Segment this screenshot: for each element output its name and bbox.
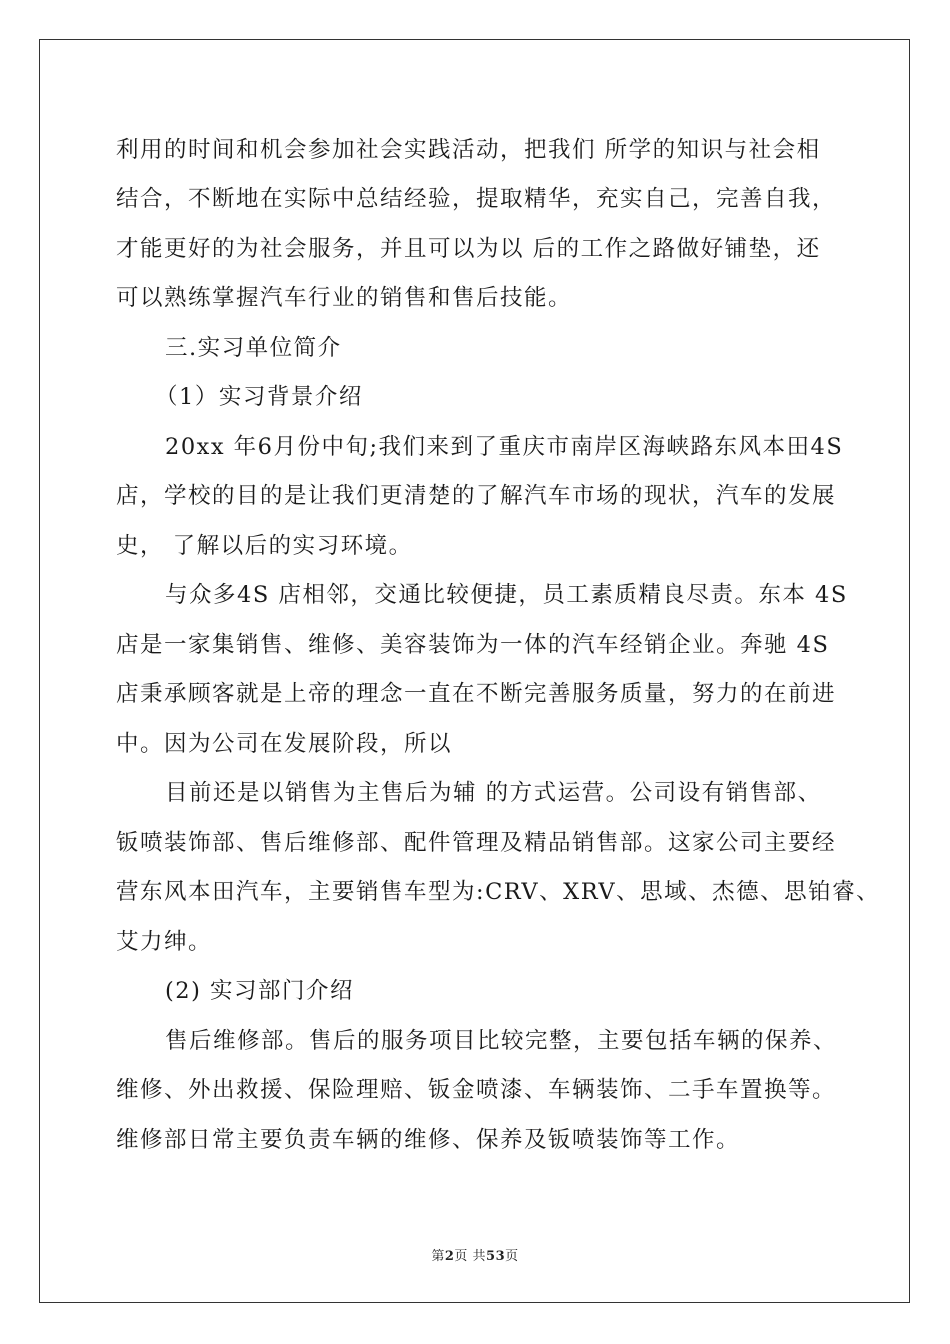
text-line: 艾力绅。	[116, 929, 213, 955]
text-line: 营东风本田汽车，主要销售车型为:CRV、XRV、思域、杰德、思铂睿、	[116, 879, 881, 905]
subsection-heading: (2) 实习部门介绍	[165, 978, 355, 1004]
page-current: 2	[444, 1249, 455, 1264]
text-line: 钣喷装饰部、售后维修部、配件管理及精品销售部。这家公司主要经	[116, 830, 837, 856]
text-line: 店是一家集销售、维修、美容装饰为一体的汽车经销企业。奔驰 4S	[116, 632, 830, 658]
text-line: 售后维修部。售后的服务项目比较完整，主要包括车辆的保养、	[165, 1028, 838, 1054]
page-total: 53	[486, 1249, 506, 1264]
text-line: 维修部日常主要负责车辆的维修、保养及钣喷装饰等工作。	[116, 1127, 741, 1153]
text-line: 20xx 年6月份中旬;我们来到了重庆市南岸区海峡路东风本田4S	[165, 434, 844, 460]
text-line: 维修、外出救援、保险理赔、钣金喷漆、车辆装饰、二手车置换等。	[116, 1077, 837, 1103]
text-line: 与众多4S 店相邻，交通比较便捷，员工素质精良尽责。东本 4S	[165, 582, 848, 608]
text-line: 史， 了解以后的实习环境。	[116, 533, 413, 559]
text-line: 结合，不断地在实际中总结经验，提取精华，充实自己，完善自我，	[116, 186, 837, 212]
section-heading: 三.实习单位简介	[165, 335, 342, 361]
subsection-heading: （1）实习背景介绍	[155, 384, 363, 410]
text-line: 店，学校的目的是让我们更清楚的了解汽车市场的现状，汽车的发展	[116, 483, 837, 509]
page-mid: 页 共	[454, 1249, 487, 1264]
page-prefix: 第	[431, 1249, 445, 1264]
text-line: 店秉承顾客就是上帝的理念一直在不断完善服务质量，努力的在前进	[116, 681, 837, 707]
text-line: 才能更好的为社会服务，并且可以为以 后的工作之路做好铺垫，还	[116, 236, 821, 262]
page-suffix: 页	[505, 1249, 519, 1264]
page-footer	[0, 1245, 950, 1264]
text-line: 中。因为公司在发展阶段，所以	[116, 731, 453, 757]
text-line: 利用的时间和机会参加社会实践活动，把我们 所学的知识与社会相	[116, 137, 821, 163]
page-border	[39, 39, 910, 1303]
text-line: 目前还是以销售为主售后为辅 的方式运营。公司设有销售部、	[165, 780, 822, 806]
text-line: 可以熟练掌握汽车行业的销售和售后技能。	[116, 285, 573, 311]
